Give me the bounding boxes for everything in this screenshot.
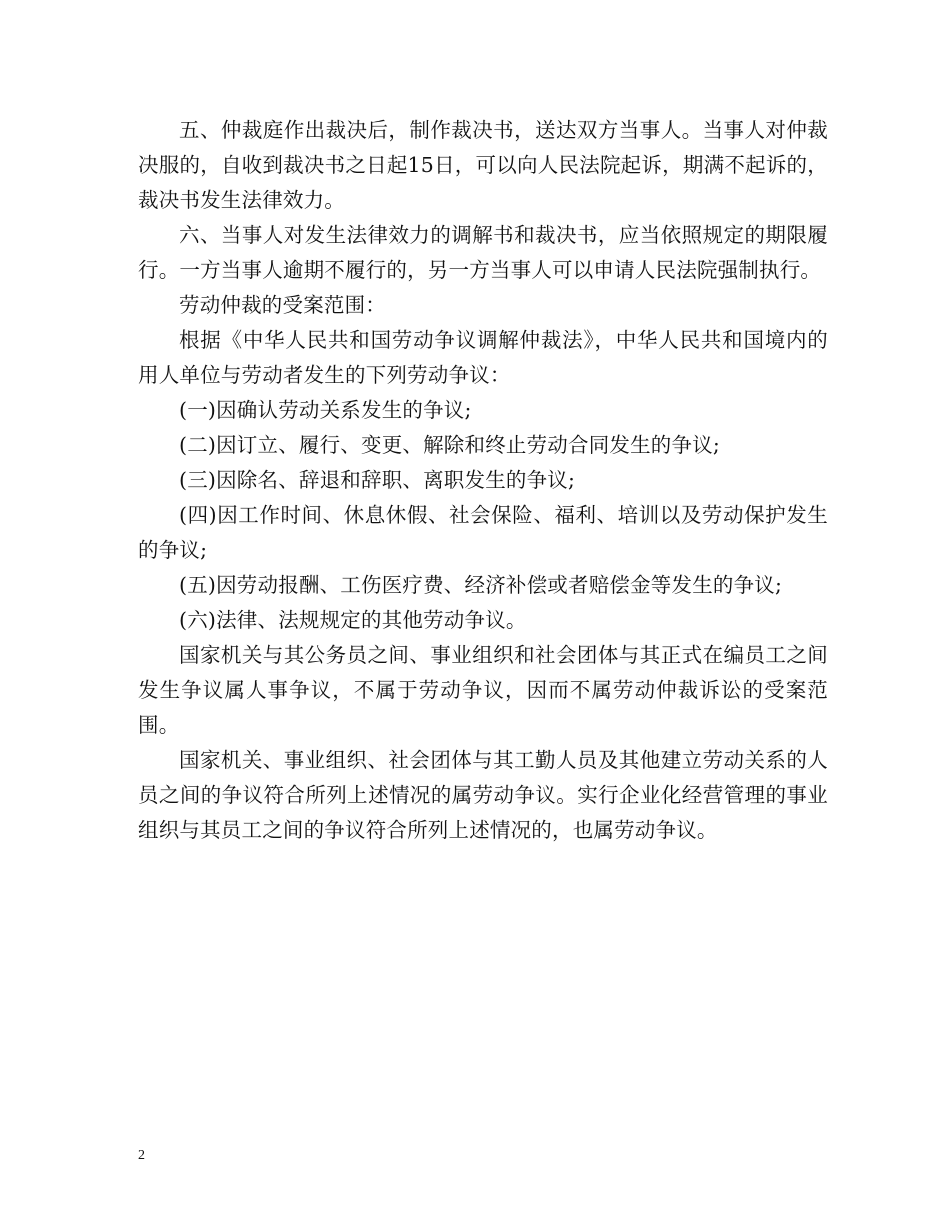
page-number: 2 <box>138 1148 145 1163</box>
paragraph-enforcement: 六、当事人对发生法律效力的调解书和裁决书，应当依照规定的期限履行。一方当事人逾期不履行的，另一方当事人可以申请人民法院强制执行。 <box>138 223 828 282</box>
document-body <box>138 113 828 848</box>
list-item-1: (一)因确认劳动关系发生的争议; <box>179 398 472 422</box>
list-item-3: (三)因除名、辞退和辞职、离职发生的争议; <box>179 468 576 492</box>
paragraph-personnel-disputes: 国家机关与其公务员之间、事业组织和社会团体与其正式在编员工之间发生争议属人事争议，不属于劳动争议，因而不属劳动仲裁诉讼的受案范围。 <box>138 643 828 737</box>
paragraph-legal-basis: 根据《中华人民共和国劳动争议调解仲裁法》，中华人民共和国境内的用人单位与劳动者发生的下列劳动争议： <box>138 328 828 387</box>
list-item-6: (六)法律、法规规定的其他劳动争议。 <box>179 608 527 632</box>
paragraph-labor-disputes: 国家机关、事业组织、社会团体与其工勤人员及其他建立劳动关系的人员之间的争议符合所列上述情况的属劳动争议。实行企业化经营管理的事业组织与其员工之间的争议符合所列上述情况的，也属劳动争议。 <box>138 748 828 842</box>
list-item-5: (五)因劳动报酬、工伤医疗费、经济补偿或者赔偿金等发生的争议; <box>179 573 783 597</box>
list-item-4: (四)因工作时间、休息休假、社会保险、福利、培训以及劳动保护发生的争议; <box>138 503 828 562</box>
list-item-2: (二)因订立、履行、变更、解除和终止劳动合同发生的争议; <box>179 433 721 457</box>
paragraph-scope-heading: 劳动仲裁的受案范围： <box>179 293 386 317</box>
paragraph-arbitration-award: 五、仲裁庭作出裁决后，制作裁决书，送达双方当事人。当事人对仲裁决服的，自收到裁决书之日起15日，可以向人民法院起诉，期满不起诉的，裁决书发生法律效力。 <box>138 118 828 212</box>
